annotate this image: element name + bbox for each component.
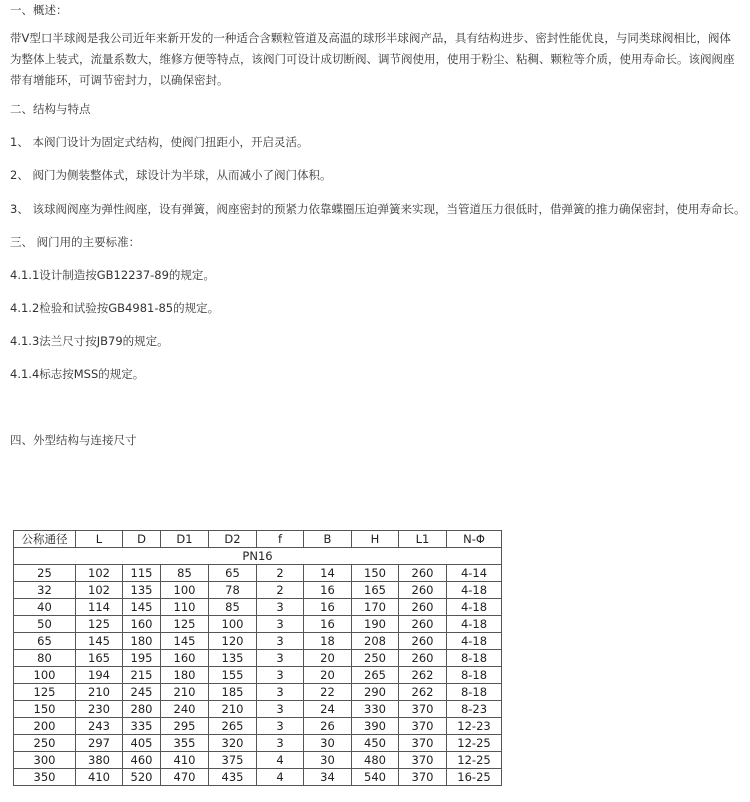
table-cell: 170 bbox=[352, 599, 399, 616]
structure-item-3: 3、 该球阀阀座为弹性阀座，设有弹簧，阀座密封的预紧力依靠蝶圈压迫弹簧来实现，当管道压力很低时，借弹簧的推力确保密封，使用寿命长。 bbox=[10, 202, 746, 216]
table-cell: 180 bbox=[161, 667, 209, 684]
table-cell: 410 bbox=[76, 769, 123, 786]
table-cell: 20 bbox=[304, 667, 352, 684]
structure-item-1: 1、 本阀门设计为固定式结构，使阀门扭距小，开启灵活。 bbox=[10, 135, 309, 149]
dimensions-table bbox=[13, 530, 502, 786]
table-cell: 125 bbox=[14, 684, 76, 701]
table-cell: 100 bbox=[209, 616, 257, 633]
table-cell: 350 bbox=[14, 769, 76, 786]
table-cell: 14 bbox=[304, 565, 352, 582]
table-cell: 210 bbox=[209, 701, 257, 718]
table-cell: 410 bbox=[161, 752, 209, 769]
table-cell: 16 bbox=[304, 599, 352, 616]
table-cell: 195 bbox=[123, 650, 161, 667]
table-cell: 50 bbox=[14, 616, 76, 633]
table-row bbox=[14, 582, 502, 599]
table-cell: 145 bbox=[123, 599, 161, 616]
table-cell: 26 bbox=[304, 718, 352, 735]
header-l: L bbox=[76, 531, 123, 548]
table-cell: 65 bbox=[209, 565, 257, 582]
table-cell: 3 bbox=[257, 650, 304, 667]
table-cell: 265 bbox=[352, 667, 399, 684]
table-cell: 12-25 bbox=[447, 752, 502, 769]
table-cell: 260 bbox=[399, 599, 447, 616]
table-cell: 250 bbox=[14, 735, 76, 752]
table-cell: 16-25 bbox=[447, 769, 502, 786]
table-cell: 8-23 bbox=[447, 701, 502, 718]
table-cell: 32 bbox=[14, 582, 76, 599]
table-cell: 540 bbox=[352, 769, 399, 786]
table-cell: 520 bbox=[123, 769, 161, 786]
table-cell: 4-18 bbox=[447, 616, 502, 633]
table-cell: 262 bbox=[399, 667, 447, 684]
table-cell: 125 bbox=[76, 616, 123, 633]
table-cell: 135 bbox=[209, 650, 257, 667]
table-cell: 4-18 bbox=[447, 599, 502, 616]
table-cell: 215 bbox=[123, 667, 161, 684]
table-cell: 8-18 bbox=[447, 650, 502, 667]
table-cell: 185 bbox=[209, 684, 257, 701]
table-cell: 102 bbox=[76, 565, 123, 582]
table-cell: 265 bbox=[209, 718, 257, 735]
table-cell: 3 bbox=[257, 701, 304, 718]
table-cell: 12-25 bbox=[447, 735, 502, 752]
table-cell: 245 bbox=[123, 684, 161, 701]
table-cell: 460 bbox=[123, 752, 161, 769]
table-cell: 30 bbox=[304, 752, 352, 769]
header-dn: 公称通径 bbox=[14, 531, 76, 548]
table-cell: 2 bbox=[257, 565, 304, 582]
table-cell: 450 bbox=[352, 735, 399, 752]
table-cell: 18 bbox=[304, 633, 352, 650]
table-row bbox=[14, 616, 502, 633]
table-cell: 3 bbox=[257, 718, 304, 735]
table-cell: 3 bbox=[257, 616, 304, 633]
header-d1: D1 bbox=[161, 531, 209, 548]
table-cell: 194 bbox=[76, 667, 123, 684]
table-row bbox=[14, 735, 502, 752]
table-row bbox=[14, 565, 502, 582]
table-row bbox=[14, 769, 502, 786]
table-header-row bbox=[14, 531, 502, 548]
table-cell: 405 bbox=[123, 735, 161, 752]
table-cell: 65 bbox=[14, 633, 76, 650]
table-cell: 2 bbox=[257, 582, 304, 599]
table-cell: 155 bbox=[209, 667, 257, 684]
table-cell: 260 bbox=[399, 633, 447, 650]
table-cell: 120 bbox=[209, 633, 257, 650]
standard-item-3: 4.1.3法兰尺寸按JB79的规定。 bbox=[10, 334, 169, 348]
table-cell: 335 bbox=[123, 718, 161, 735]
table-cell: 12-23 bbox=[447, 718, 502, 735]
table-cell: 4 bbox=[257, 769, 304, 786]
table-cell: 260 bbox=[399, 616, 447, 633]
table-cell: 290 bbox=[352, 684, 399, 701]
table-cell: 3 bbox=[257, 735, 304, 752]
table-cell: 208 bbox=[352, 633, 399, 650]
table-cell: 85 bbox=[209, 599, 257, 616]
table-cell: 240 bbox=[161, 701, 209, 718]
pressure-class-row bbox=[14, 548, 502, 565]
table-cell: 160 bbox=[123, 616, 161, 633]
table-cell: 190 bbox=[352, 616, 399, 633]
section-heading-structure: 二、结构与特点 bbox=[10, 102, 91, 116]
table-cell: 210 bbox=[76, 684, 123, 701]
table-cell: 260 bbox=[399, 565, 447, 582]
header-h: H bbox=[352, 531, 399, 548]
table-cell: 250 bbox=[352, 650, 399, 667]
overview-paragraph: 带V型口半球阀是我公司近年来新开发的一种适合含颗粒管道及高温的球形半球阀产品，具有结构进步、密封性能优良，与同类球阀相比，阀体为整体上装式，流量系数大，维修方便等特点，该阀门可设计成切断阀、调节阀使用，使用于粉尘、粘稠、颗粒等介质，使用寿命长。该阀阀座带有增能环，可调节密封力，以确保密封。 bbox=[10, 31, 735, 87]
table-cell: 470 bbox=[161, 769, 209, 786]
table-cell: 22 bbox=[304, 684, 352, 701]
table-row bbox=[14, 684, 502, 701]
header-l1: L1 bbox=[399, 531, 447, 548]
table-cell: 16 bbox=[304, 616, 352, 633]
table-cell: 24 bbox=[304, 701, 352, 718]
table-cell: 355 bbox=[161, 735, 209, 752]
table-cell: 150 bbox=[352, 565, 399, 582]
table-cell: 260 bbox=[399, 650, 447, 667]
table-cell: 243 bbox=[76, 718, 123, 735]
table-cell: 260 bbox=[399, 582, 447, 599]
table-cell: 280 bbox=[123, 701, 161, 718]
table-cell: 4-18 bbox=[447, 633, 502, 650]
table-cell: 102 bbox=[76, 582, 123, 599]
table-cell: 3 bbox=[257, 684, 304, 701]
table-row bbox=[14, 667, 502, 684]
table-cell: 25 bbox=[14, 565, 76, 582]
table-cell: 165 bbox=[352, 582, 399, 599]
table-cell: 435 bbox=[209, 769, 257, 786]
table-cell: 165 bbox=[76, 650, 123, 667]
table-cell: 135 bbox=[123, 582, 161, 599]
table-cell: 110 bbox=[161, 599, 209, 616]
table-cell: 180 bbox=[123, 633, 161, 650]
header-f: f bbox=[257, 531, 304, 548]
table-cell: 3 bbox=[257, 599, 304, 616]
table-cell: 8-18 bbox=[447, 667, 502, 684]
table-cell: 375 bbox=[209, 752, 257, 769]
table-cell: 78 bbox=[209, 582, 257, 599]
table-cell: 300 bbox=[14, 752, 76, 769]
table-cell: 100 bbox=[161, 582, 209, 599]
section-heading-overview: 一、概述： bbox=[10, 3, 68, 17]
header-b: B bbox=[304, 531, 352, 548]
table-cell: 380 bbox=[76, 752, 123, 769]
table-row bbox=[14, 650, 502, 667]
standard-item-2: 4.1.2检验和试验按GB4981-85的规定。 bbox=[10, 301, 220, 315]
table-cell: 370 bbox=[399, 735, 447, 752]
pressure-class-cell: PN16 bbox=[14, 548, 502, 565]
table-cell: 480 bbox=[352, 752, 399, 769]
table-cell: 210 bbox=[161, 684, 209, 701]
table-cell: 3 bbox=[257, 633, 304, 650]
table-cell: 125 bbox=[161, 616, 209, 633]
table-cell: 145 bbox=[161, 633, 209, 650]
structure-item-2: 2、 阀门为侧装整体式，球设计为半球，从而减小了阀门体积。 bbox=[10, 168, 332, 182]
table-cell: 4-18 bbox=[447, 582, 502, 599]
table-cell: 370 bbox=[399, 769, 447, 786]
table-cell: 230 bbox=[76, 701, 123, 718]
table-cell: 34 bbox=[304, 769, 352, 786]
table-cell: 145 bbox=[76, 633, 123, 650]
header-n-phi: N-Φ bbox=[447, 531, 502, 548]
header-d: D bbox=[123, 531, 161, 548]
table-cell: 262 bbox=[399, 684, 447, 701]
table-cell: 20 bbox=[304, 650, 352, 667]
table-cell: 160 bbox=[161, 650, 209, 667]
table-cell: 297 bbox=[76, 735, 123, 752]
standard-item-1: 4.1.1设计制造按GB12237-89的规定。 bbox=[10, 268, 215, 282]
table-row bbox=[14, 701, 502, 718]
table-cell: 330 bbox=[352, 701, 399, 718]
section-heading-dimensions: 四、外型结构与连接尺寸 bbox=[10, 433, 137, 447]
table-cell: 115 bbox=[123, 565, 161, 582]
table-cell: 4 bbox=[257, 752, 304, 769]
table-cell: 85 bbox=[161, 565, 209, 582]
table-row bbox=[14, 718, 502, 735]
table-cell: 200 bbox=[14, 718, 76, 735]
table-cell: 370 bbox=[399, 752, 447, 769]
header-d2: D2 bbox=[209, 531, 257, 548]
table-cell: 390 bbox=[352, 718, 399, 735]
table-cell: 30 bbox=[304, 735, 352, 752]
table-cell: 8-18 bbox=[447, 684, 502, 701]
table-row bbox=[14, 633, 502, 650]
table-cell: 16 bbox=[304, 582, 352, 599]
table-cell: 370 bbox=[399, 718, 447, 735]
table-cell: 370 bbox=[399, 701, 447, 718]
table-cell: 80 bbox=[14, 650, 76, 667]
table-cell: 100 bbox=[14, 667, 76, 684]
table-row bbox=[14, 599, 502, 616]
standard-item-4: 4.1.4标志按MSS的规定。 bbox=[10, 367, 145, 381]
table-cell: 320 bbox=[209, 735, 257, 752]
table-row bbox=[14, 752, 502, 769]
table-cell: 114 bbox=[76, 599, 123, 616]
table-cell: 295 bbox=[161, 718, 209, 735]
table-cell: 40 bbox=[14, 599, 76, 616]
table-cell: 150 bbox=[14, 701, 76, 718]
section-heading-standards: 三、 阀门用的主要标准： bbox=[10, 235, 141, 249]
table-cell: 4-14 bbox=[447, 565, 502, 582]
table-cell: 3 bbox=[257, 667, 304, 684]
